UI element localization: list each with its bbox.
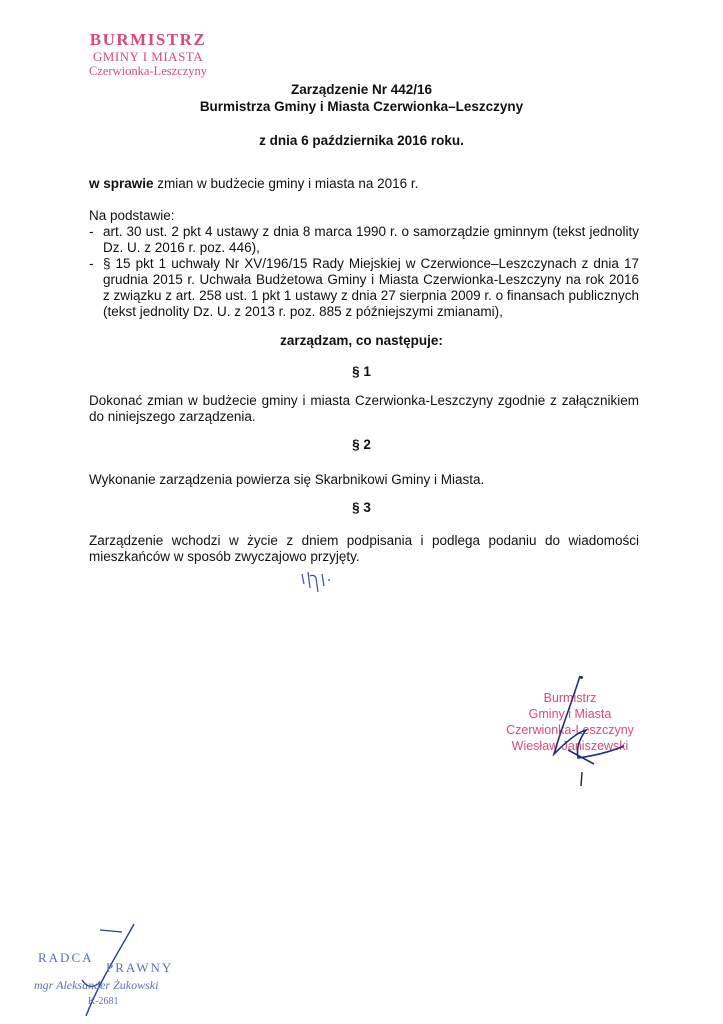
- subject-label: w sprawie: [89, 176, 154, 191]
- legal-basis-list: [89, 256, 639, 320]
- subject-line: [89, 176, 639, 192]
- legal-basis-item: - § 15 pkt 1 uchwały Nr XV/196/15 Rady Miejskiej w Czerwionce–Leszczynach z dnia 17 grudnia 2015 r. Uchwała Budżetowa Gminy i Miasta Czerwionka-Leszczyny na rok 2016 z związku z art. 258 ust. 1 pkt 1 ustawy z dnia 27 sierpnia 2009 r. o finansach publicznych (tekst jednolity Dz. U. z 2013 r. poz. 885 z późniejszymi zmianami),: [89, 256, 639, 320]
- stamp-line: RADCA: [38, 950, 94, 965]
- legal-basis-label: Na podstawie:: [89, 208, 175, 223]
- section-text-3: Zarządzenie wchodzi w życie z dniem podpisania i podlega podaniu do wiadomości mieszkańców w sposób zwyczajowo przyjęty.: [89, 533, 639, 564]
- stamp-line: K-2681: [88, 996, 119, 1007]
- legal-basis-list: [89, 224, 639, 256]
- document-date: z dnia 6 października 2016 roku.: [259, 133, 464, 148]
- legal-basis-item: - art. 30 ust. 2 pkt 4 ustawy z dnia 8 marca 1990 r. o samorządzie gminnym (tekst jednolity Dz. U. z 2016 r. poz. 446),: [89, 224, 639, 256]
- document-title: Zarządzenie Nr 442/16: [290, 82, 433, 97]
- ink-mark: [576, 770, 588, 790]
- section-mark-1: § 1: [352, 364, 371, 379]
- handwritten-signature: [520, 672, 630, 772]
- legal-advisor-stamp: [30, 920, 200, 1020]
- section-text-1: Dokonać zmian w budżecie gminy i miasta Czerwionka-Leszczyny zgodnie z załącznikiem do niniejszego zarządzenia.: [89, 393, 639, 424]
- mayor-header-stamp: [68, 30, 228, 79]
- decree-phrase: zarządzam, co następuje:: [280, 333, 443, 348]
- stamp-line: BURMISTRZ: [89, 30, 207, 49]
- stamp-line: PRAWNY: [106, 960, 174, 975]
- document-issuer: Burmistrza Gminy i Miasta Czerwionka–Leszczyny: [199, 99, 524, 114]
- section-mark-3: § 3: [352, 500, 371, 515]
- section-mark-2: § 2: [352, 437, 371, 452]
- stamp-line: mgr Aleksander Żukowski: [34, 978, 159, 992]
- section-text-2: Wykonanie zarządzenia powierza się Skarbnikowi Gminy i Miasta.: [89, 472, 485, 487]
- subject-text: zmian w budżecie gminy i miasta na 2016 r.: [153, 176, 419, 191]
- stamp-line: Gminy i Miasta: [528, 707, 612, 721]
- stamp-line: Czerwionka-Leszczyny: [506, 723, 634, 737]
- initials-signature: [296, 568, 346, 598]
- stamp-line: Wiesław Janiszewski: [511, 739, 629, 753]
- stamp-line: Burmistrz: [543, 691, 597, 705]
- stamp-line: Czerwionka-Leszczyny: [89, 64, 207, 78]
- stamp-line: GMINY I MIASTA: [92, 49, 204, 64]
